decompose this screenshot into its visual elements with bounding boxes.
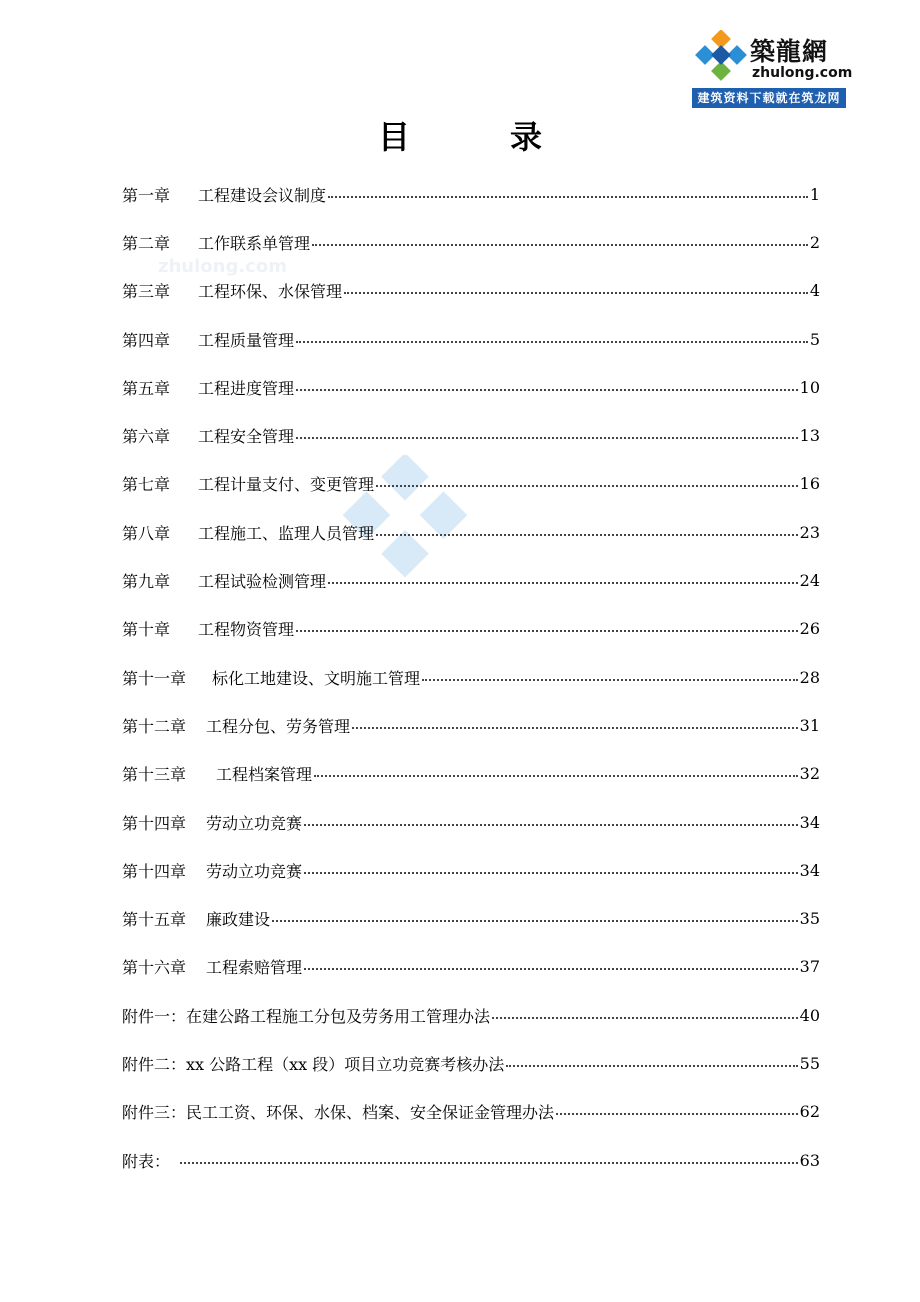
toc-entry-number: 附件二： xyxy=(122,1054,187,1074)
toc-entry-number: 第八章 xyxy=(122,523,171,543)
logo-mark-icon xyxy=(694,30,748,84)
toc-dot-leader xyxy=(376,484,798,487)
toc-entry-title: 工程质量管理 xyxy=(198,330,295,350)
toc-dot-leader xyxy=(344,291,808,294)
toc-entry-number: 第十二章 xyxy=(122,716,187,736)
toc-entry-title: 在建公路工程施工分包及劳务用工管理办法 xyxy=(186,1006,491,1026)
toc-entry-page: 63 xyxy=(799,1150,820,1170)
toc-entry-page: 34 xyxy=(799,812,820,832)
toc-entry-number: 第九章 xyxy=(122,572,171,592)
toc-entry-number: 第七章 xyxy=(122,475,171,495)
toc-entry[interactable] xyxy=(122,267,820,315)
toc-entry-title: 民工工资、环保、水保、档案、安全保证金管理办法 xyxy=(186,1103,555,1123)
toc-dot-leader xyxy=(304,871,798,874)
toc-entry-title: 劳动立功竞赛 xyxy=(206,813,303,833)
toc-entry[interactable] xyxy=(122,460,820,508)
toc-entry-title: 工程物资管理 xyxy=(198,620,295,640)
toc-entry-number: 第六章 xyxy=(122,427,171,447)
toc-dot-leader xyxy=(492,1016,798,1019)
watermark-text: zhulong.com xyxy=(158,256,287,277)
toc-entry-page: 40 xyxy=(799,1005,820,1025)
toc-entry-page: 32 xyxy=(799,764,820,784)
toc-entry[interactable] xyxy=(122,943,820,991)
toc-entry[interactable] xyxy=(122,411,820,459)
toc-dot-leader xyxy=(296,388,798,391)
toc-entry-title: 工程建设会议制度 xyxy=(198,185,327,205)
toc-entry-number: 第十章 xyxy=(122,620,171,640)
toc-dot-leader xyxy=(312,243,808,246)
toc-entry-number: 第三章 xyxy=(122,282,171,302)
toc-entry-page: 37 xyxy=(799,957,820,977)
toc-entry-title: 工程索赔管理 xyxy=(206,958,303,978)
toc-dot-leader xyxy=(304,967,798,970)
toc-entry-title: 标化工地建设、文明施工管理 xyxy=(212,668,421,688)
toc-dot-leader xyxy=(506,1064,797,1067)
toc-entry[interactable] xyxy=(122,750,820,798)
toc-entry[interactable] xyxy=(122,653,820,701)
toc-entry-number: 第二章 xyxy=(122,233,171,253)
toc-entry-number: 第十六章 xyxy=(122,958,187,978)
toc-entry-number: 附件三： xyxy=(122,1103,187,1123)
toc-entry-title: 劳动立功竞赛 xyxy=(206,861,303,881)
toc-entry-page: 26 xyxy=(799,619,820,639)
logo-domain: zhulong.com xyxy=(752,65,853,81)
toc-entry-page: 31 xyxy=(799,715,820,735)
toc-entry-page: 4 xyxy=(809,281,820,301)
toc-entry-page: 23 xyxy=(799,522,820,542)
toc-entry-title: 工程计量支付、变更管理 xyxy=(198,475,375,495)
toc-entry-page: 1 xyxy=(809,184,820,204)
toc-entry[interactable] xyxy=(122,605,820,653)
toc-entry[interactable] xyxy=(122,1088,820,1136)
toc-entry[interactable] xyxy=(122,1039,820,1087)
toc-entry-page: 16 xyxy=(799,474,820,494)
toc-entry-number: 第五章 xyxy=(122,378,171,398)
zhulong-logo xyxy=(692,26,853,108)
toc-entry-number: 第十五章 xyxy=(122,910,187,930)
toc-entry-number: 第十三章 xyxy=(122,765,187,785)
toc-entry[interactable] xyxy=(122,315,820,363)
toc-dot-leader xyxy=(296,340,808,343)
toc-entry[interactable] xyxy=(122,556,820,604)
toc-entry[interactable] xyxy=(122,846,820,894)
toc-dot-leader xyxy=(328,581,798,584)
toc-entry-page: 5 xyxy=(809,329,820,349)
toc-entry-number: 第十一章 xyxy=(122,668,187,688)
toc-entry-title: 工程安全管理 xyxy=(198,427,295,447)
toc-dot-leader xyxy=(556,1112,798,1115)
toc-dot-leader xyxy=(296,436,798,439)
toc-dot-leader xyxy=(422,678,798,681)
toc-entry-title: 工程施工、监理人员管理 xyxy=(198,523,375,543)
toc-dot-leader xyxy=(376,533,798,536)
toc-dot-leader xyxy=(272,919,798,922)
toc-entry-page: 62 xyxy=(799,1102,820,1122)
toc-entry[interactable] xyxy=(122,991,820,1039)
toc-entry-title: 工程档案管理 xyxy=(216,765,313,785)
toc-entry-page: 24 xyxy=(799,571,820,591)
toc-entry-page: 10 xyxy=(799,377,820,397)
toc-entry-number: 第十四章 xyxy=(122,861,187,881)
toc-entry[interactable] xyxy=(122,508,820,556)
toc-entry-title: 工程分包、劳务管理 xyxy=(206,716,351,736)
toc-entry-title: 工程进度管理 xyxy=(198,378,295,398)
table-of-contents xyxy=(122,170,820,1184)
toc-entry-title: xx 公路工程（xx 段）项目立功竞赛考核办法 xyxy=(186,1054,505,1074)
toc-entry-title: 工程试验检测管理 xyxy=(198,572,327,592)
logo-name: 築龍網 xyxy=(750,37,829,66)
toc-entry[interactable] xyxy=(122,218,820,266)
toc-entry-number: 附表： xyxy=(122,1151,171,1171)
toc-dot-leader xyxy=(180,1161,798,1164)
toc-dot-leader xyxy=(328,195,808,198)
toc-dot-leader xyxy=(304,823,798,826)
toc-entry-page: 28 xyxy=(799,667,820,687)
title-char-2: 录 xyxy=(510,118,543,156)
page-title xyxy=(0,112,920,158)
toc-entry-page: 55 xyxy=(799,1053,820,1073)
logo-slogan: 建筑资料下载就在筑龙网 xyxy=(692,88,846,108)
toc-entry[interactable] xyxy=(122,1136,820,1184)
toc-entry-number: 第四章 xyxy=(122,330,171,350)
toc-entry-number: 第一章 xyxy=(122,185,171,205)
toc-entry-page: 13 xyxy=(799,426,820,446)
toc-entry[interactable] xyxy=(122,170,820,218)
toc-entry-number: 第十四章 xyxy=(122,813,187,833)
logo-top xyxy=(692,26,853,88)
toc-dot-leader xyxy=(296,629,798,632)
toc-entry-title: 工作联系单管理 xyxy=(198,233,311,253)
toc-entry-number: 附件一： xyxy=(122,1006,187,1026)
toc-entry-page: 35 xyxy=(799,909,820,929)
title-char-1: 目 xyxy=(377,118,410,156)
toc-entry-page: 34 xyxy=(799,860,820,880)
toc-entry-page: 2 xyxy=(809,232,820,252)
toc-entry-title: 廉政建设 xyxy=(206,910,271,930)
toc-dot-leader xyxy=(314,774,798,777)
toc-entry[interactable] xyxy=(122,798,820,846)
toc-entry[interactable] xyxy=(122,701,820,749)
toc-entry-title: 工程环保、水保管理 xyxy=(198,282,343,302)
toc-entry[interactable] xyxy=(122,894,820,942)
toc-dot-leader xyxy=(352,726,798,729)
toc-entry[interactable] xyxy=(122,363,820,411)
